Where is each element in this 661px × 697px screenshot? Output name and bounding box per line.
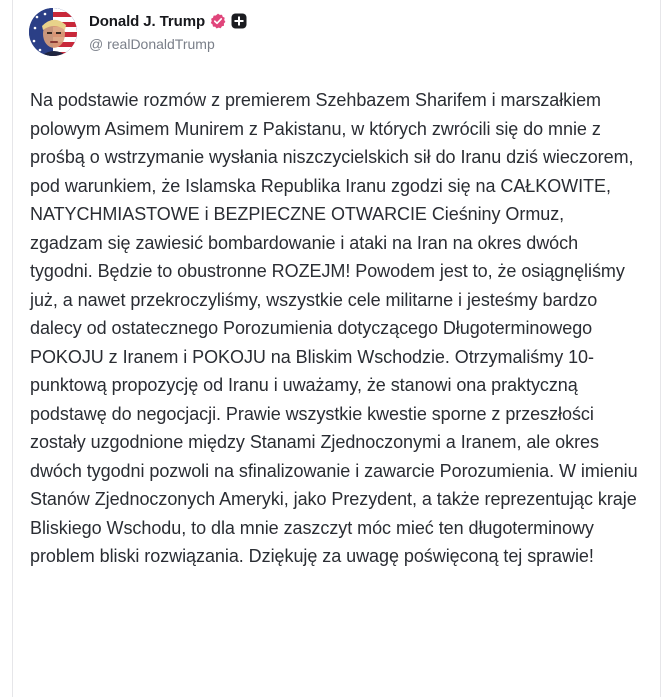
post-text: Na podstawie rozmów z premierem Szehbazem Sharifem i marszałkiem polowym Asimem Munirem z Pakistanu, w których zwrócili się do mnie z prośbą o wstrzymanie wysłania niszczycielskich sił do Iranu dziś wieczorem, pod warunkiem, że Islamska Republika Iranu zgodzi się na CAŁKOWITE, NATYCHMIASTOWE i BEZPIECZNE OTWARCIE Cieśniny Ormuz, zgadzam się zawiesić bombardowanie i ataki na Iran na okres dwóch tygodni. Będzie to obustronne ROZEJM! Powodem jest to, że osiągnęliśmy już, a nawet przekroczyliśmy, wszystkie cele militarne i jesteśmy bardzo dalecy od ostatecznego Porozumienia dotyczącego Długoterminowego POKOJU z Iranem i POKOJU na Bliskim Wschodzie. Otrzymaliśmy 10-punktową propozycję od Iranu i uważamy, że stanowi ona praktyczną podstawę do negocjacji. Prawie wszystkie kwestie sporne z przeszłości zostały uzgodnione między Stanami Zjednoczonymi a Iranem, ale okres dwóch tygodni pozwoli na sfinalizowanie i zawarcie Porozumienia. W imieniu Stanów Zjednoczonych Ameryki, jako Prezydent, a także reprezentując kraje Bliskiego Wschodu, to dla mnie zaszczyt móc mieć ten długoterminowy problem bliski rozwiązania. Dziękuję za uwagę poświęconą tej sprawie! — [30, 90, 638, 566]
display-name[interactable]: Donald J. Trump — [89, 12, 206, 30]
post-header — [29, 8, 247, 56]
plus-badge-icon — [231, 13, 247, 29]
flag-portrait-avatar-icon — [29, 8, 77, 56]
post-card — [12, 0, 661, 697]
avatar[interactable] — [29, 8, 77, 56]
author-names — [89, 10, 247, 54]
name-row — [89, 10, 247, 32]
verified-badge-icon — [210, 13, 226, 29]
author-handle[interactable]: @ realDonaldTrump — [89, 36, 215, 52]
